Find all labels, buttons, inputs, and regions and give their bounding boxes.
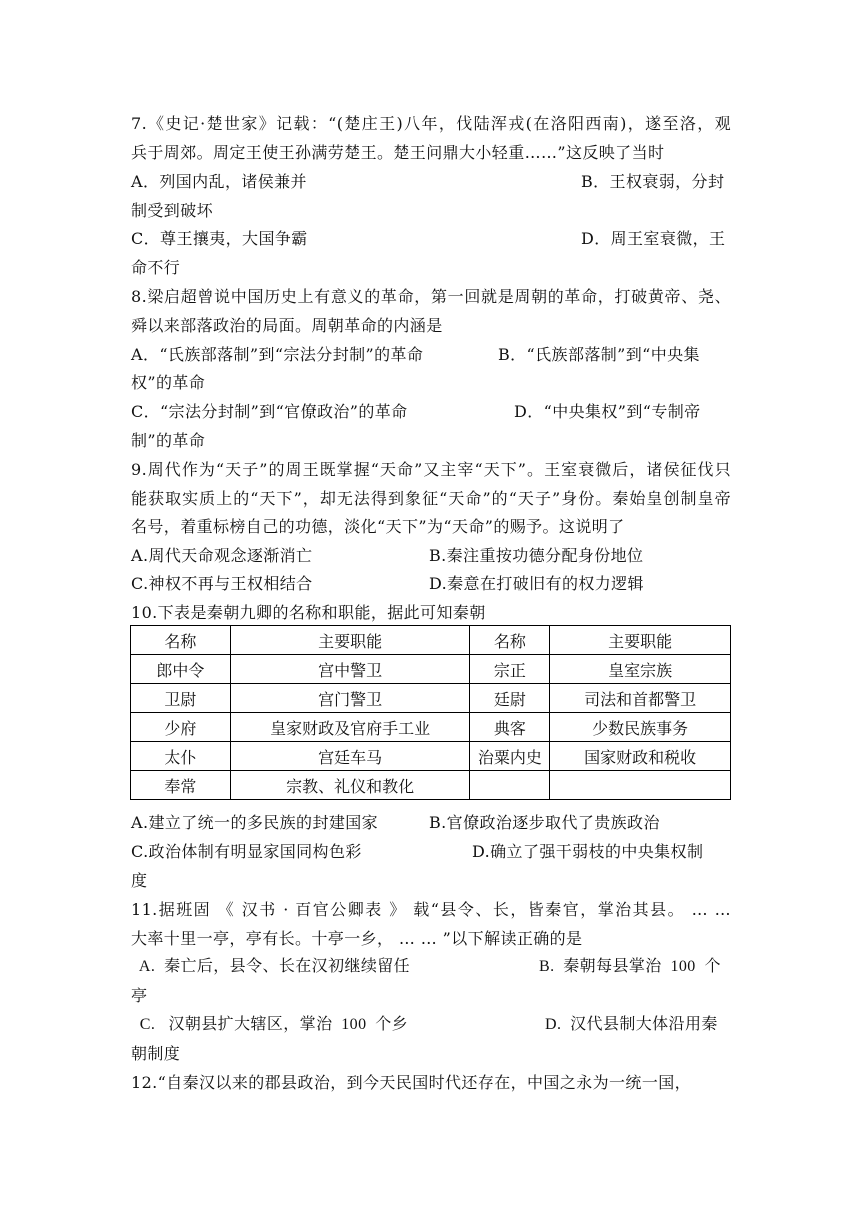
q11-stem-line-2: 大率十里一亭，亭有长。十亭一乡， … … ”以下解读正确的是: [131, 929, 583, 948]
q8-option-b-wrap: 权”的革命: [131, 373, 206, 392]
q9-stem-line-2: 能获取实质上的“天下”，却无法得到象征“天命”的“天子”身份。秦始皇创制皇帝: [131, 489, 731, 508]
table-cell: 太仆: [131, 742, 231, 771]
table-cell: 宗教、礼仪和教化: [230, 771, 470, 800]
q8-stem-line-2: 舜以来部落政治的局面。周朝革命的内涵是: [131, 316, 443, 335]
table-row: [131, 771, 731, 800]
q7-option-c: C．尊王攘夷，大国争霸: [131, 229, 308, 248]
table-cell: 典客: [470, 713, 550, 742]
table-cell: [550, 771, 731, 800]
table-cell: 治粟内史: [470, 742, 550, 771]
q8-stem-line-1: 8.梁启超曾说中国历史上有意义的革命，第一回就是周朝的革命，打破黄帝、尧、: [131, 287, 731, 306]
q10-option-a: A.建立了统一的多民族的封建国家: [131, 813, 379, 832]
q10-option-d-wrap: 度: [131, 871, 148, 890]
q8-option-d-wrap: 制”的革命: [131, 431, 206, 450]
q8-option-b: B．“氏族部落制”到“中央集: [498, 345, 700, 364]
table-cell: 郎中令: [131, 655, 231, 684]
q12-stem-line-1: 12.“自秦汉以来的郡县政治，到今天民国时代还存在，中国之永为一统一国，: [131, 1073, 692, 1092]
q9-stem-line-3: 名号，着重标榜自己的功德，淡化“天下”为“天命”的赐予。这说明了: [131, 517, 625, 536]
q7-option-a: A．列国内乱，诸侯兼并: [131, 172, 307, 191]
table-cell: 宫中警卫: [230, 655, 470, 684]
q9-option-d: D.秦意在打破旧有的权力逻辑: [429, 574, 644, 593]
q11-option-a: A. 秦亡后，县令、长在汉初继续留任: [131, 958, 411, 975]
table-row: [131, 655, 731, 684]
q10-option-c: C.政治体制有明显家国同构色彩: [131, 842, 362, 861]
table-cell: 奉常: [131, 771, 231, 800]
q7-option-b-wrap: 制受到破坏: [131, 201, 214, 220]
table-cell: 皇室宗族: [550, 655, 731, 684]
table-cell: 宫廷车马: [230, 742, 470, 771]
q11-option-c: C. 汉朝县扩大辖区，掌治 100 个乡: [131, 1016, 409, 1033]
table-cell: 少府: [131, 713, 231, 742]
table-header-cell: 主要职能: [550, 626, 731, 655]
q9-option-b: B.秦注重按功德分配身份地位: [429, 546, 644, 565]
table-cell: 宫门警卫: [230, 684, 470, 713]
table-header-cell: 主要职能: [230, 626, 470, 655]
table-cell: 卫尉: [131, 684, 231, 713]
q10-option-d: D.确立了强干弱枝的中央集权制: [472, 842, 704, 861]
q10-stem: 10.下表是秦朝九卿的名称和职能，据此可知秦朝: [131, 603, 486, 622]
table-cell: 国家财政和税收: [550, 742, 731, 771]
table-row: [131, 742, 731, 771]
table-row: [131, 684, 731, 713]
table-header-row: [131, 626, 731, 655]
table-header-cell: 名称: [131, 626, 231, 655]
q7-option-b: B．王权衰弱，分封: [581, 172, 725, 191]
nine-ministers-table: [130, 625, 731, 800]
q11-option-d: D. 汉代县制大体沿用秦: [545, 1016, 718, 1033]
table-cell: 宗正: [470, 655, 550, 684]
q9-stem-line-1: 9.周代作为“天子”的周王既掌握“天命”又主宰“天下”。王室衰微后，诸侯征伐只: [131, 460, 731, 479]
q7-option-d: D．周王室衰微，王: [581, 229, 726, 248]
q7-stem-line-2: 兵于周郊。周定王使王孙满劳楚王。楚王问鼎大小轻重……”这反映了当时: [131, 143, 665, 162]
q9-option-c: C.神权不再与王权相结合: [131, 574, 313, 593]
q11-option-b: B. 秦朝每县掌治 100 个: [539, 958, 721, 975]
q7-option-d-wrap: 命不行: [131, 258, 181, 277]
q11-option-d-wrap: 朝制度: [131, 1044, 181, 1063]
q9-option-a: A.周代天命观念逐渐消亡: [131, 546, 313, 565]
q10-option-b: B.官僚政治逐步取代了贵族政治: [429, 813, 660, 832]
table-cell: 廷尉: [470, 684, 550, 713]
q7-stem-line-1: 7.《史记·楚世家》记载：“(楚庄王)八年，伐陆浑戎(在洛阳西南)，遂至洛，观: [131, 114, 731, 133]
q11-option-b-wrap: 亭: [131, 986, 148, 1005]
table-row: [131, 713, 731, 742]
table-cell: [470, 771, 550, 800]
table-cell: 皇家财政及官府手工业: [230, 713, 470, 742]
table-header-cell: 名称: [470, 626, 550, 655]
table-cell: 司法和首都警卫: [550, 684, 731, 713]
q8-option-c: C．“宗法分封制”到“官僚政治”的革命: [131, 402, 408, 421]
q8-option-a: A．“氏族部落制”到“宗法分封制”的革命: [131, 345, 424, 364]
q11-stem-line-1: 11.据班固 《 汉书 · 百官公卿表 》 载“县令、长，皆秦官，掌治其县。 … …: [131, 900, 731, 919]
q8-option-d: D．“中央集权”到“专制帝: [514, 402, 701, 421]
table-cell: 少数民族事务: [550, 713, 731, 742]
